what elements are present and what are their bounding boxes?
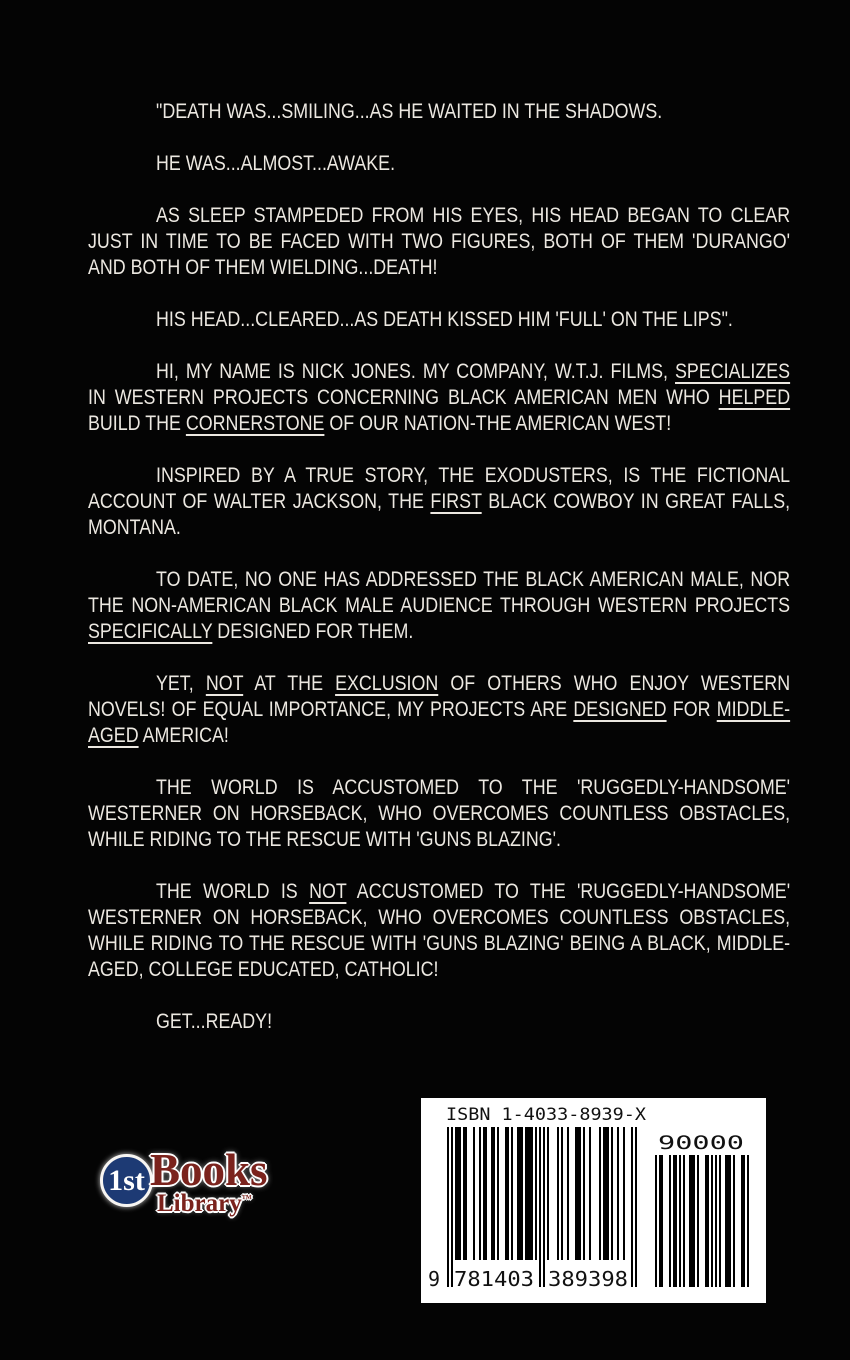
paragraph	[88, 567, 790, 645]
text-segment: ACCUSTOMED TO THE 'RUGGEDLY-HANDSOME' WESTERNER ON HORSEBACK, WHO OVERCOMES COUNTLESS OBSTACLES, WHILE RIDING TO THE RESCUE WITH 'GUNS BLAZING' BEING A BLACK, MIDDLE-AGED, COLLEGE EDUCATED, CATHOLIC!	[88, 880, 791, 981]
text-segment: IN WESTERN PROJECTS CONCERNING BLACK AMERICAN MEN WHO	[88, 386, 719, 409]
text-segment: OF OUR NATION-THE AMERICAN WEST!	[324, 412, 672, 435]
text-segment: BUILD THE	[88, 412, 186, 435]
publisher-logo	[100, 1145, 300, 1240]
paragraph	[88, 879, 790, 983]
underlined-text-segment: CORNERSTONE	[185, 412, 325, 435]
text-segment: AMERICA!	[138, 724, 229, 747]
text-segment: INSPIRED BY A TRUE STORY, THE EXODUSTERS, IS THE FICTIONAL ACCOUNT OF WALTER JACKSON, THE	[88, 464, 791, 513]
underlined-text-segment: DESIGNED	[573, 698, 667, 721]
text-segment: "DEATH WAS...SMILING...AS HE WAITED IN THE SHADOWS.	[156, 100, 663, 123]
isbn-barcode-block	[421, 1098, 766, 1303]
text-segment: FOR	[666, 698, 717, 721]
underlined-text-segment: MIDDLE-AGED	[88, 698, 791, 747]
paragraph	[88, 775, 790, 853]
underlined-text-segment: NOT	[205, 672, 244, 695]
underlined-text-segment: SPECIFICALLY	[88, 620, 213, 643]
text-segment: THE WORLD IS	[156, 880, 310, 903]
back-cover-text	[88, 99, 790, 1061]
paragraph	[88, 671, 790, 749]
text-segment: GET...READY!	[156, 1010, 273, 1033]
paragraph	[88, 99, 790, 125]
barcode-image	[421, 1098, 766, 1303]
text-segment: DESIGNED FOR THEM.	[212, 620, 414, 643]
underlined-text-segment: NOT	[309, 880, 347, 903]
logo-circle-icon	[100, 1154, 153, 1207]
paragraph	[88, 1009, 790, 1035]
text-segment: YET,	[156, 672, 206, 695]
underlined-text-segment: EXCLUSION	[335, 672, 439, 695]
paragraph	[88, 359, 790, 437]
ean-digit-group-3: 389398	[548, 1267, 628, 1291]
logo-library-word: Library	[157, 1190, 242, 1217]
text-segment: HE WAS...ALMOST...AWAKE.	[156, 152, 396, 175]
text-segment: THE WORLD IS ACCUSTOMED TO THE 'RUGGEDLY-HANDSOME' WESTERNER ON HORSEBACK, WHO OVERCOMES COUNTLESS OBSTACLES, WHILE RIDING TO THE RESCUE WITH 'GUNS BLAZING'.	[88, 776, 791, 851]
text-segment: HIS HEAD...CLEARED...AS DEATH KISSED HIM 'FULL' ON THE LIPS".	[156, 308, 733, 331]
underlined-text-segment: HELPED	[718, 386, 791, 409]
logo-library-text	[157, 1191, 252, 1216]
underlined-text-segment: FIRST	[430, 490, 482, 513]
logo-books-text: Books	[150, 1145, 268, 1195]
barcode-supplement-digits: 90000	[658, 1132, 744, 1154]
ean-digit-group-2: 781403	[454, 1267, 534, 1291]
ean-digit-group-1: 9	[428, 1267, 441, 1291]
text-segment: HI, MY NAME IS NICK JONES. MY COMPANY, W.T.J. FILMS,	[156, 360, 676, 383]
text-segment: OF OTHERS WHO ENJOY WESTERN NOVELS! OF EQUAL IMPORTANCE, MY PROJECTS ARE	[88, 672, 791, 721]
paragraph	[88, 307, 790, 333]
isbn-label: ISBN 1-4033-8939-X	[446, 1105, 647, 1125]
paragraph	[88, 463, 790, 541]
text-segment: AS SLEEP STAMPEDED FROM HIS EYES, HIS HEAD BEGAN TO CLEAR JUST IN TIME TO BE FACED WITH TWO FIGURES, BOTH OF THEM 'DURANGO' AND BOTH OF THEM WIELDING...DEATH!	[88, 204, 791, 279]
trademark-symbol: ™	[241, 1193, 252, 1205]
text-segment: TO DATE, NO ONE HAS ADDRESSED THE BLACK AMERICAN MALE, NOR THE NON-AMERICAN BLACK MALE AUDIENCE THROUGH WESTERN PROJECTS	[88, 568, 791, 617]
paragraph	[88, 151, 790, 177]
underlined-text-segment: SPECIALIZES	[675, 360, 791, 383]
text-segment: BLACK COWBOY IN GREAT FALLS, MONTANA.	[88, 490, 791, 539]
logo-1st-text: 1st	[108, 1163, 145, 1197]
paragraph	[88, 203, 790, 281]
text-segment: AT THE	[243, 672, 336, 695]
